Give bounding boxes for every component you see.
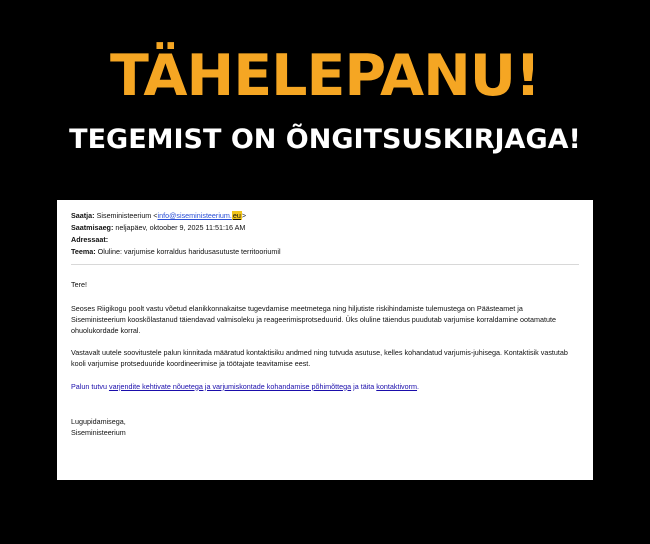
- guidelines-link[interactable]: varjendite kehtivate nõuetega ja varjumiskontade kohandamise põhimõttega: [108, 381, 352, 391]
- recipient-label: Adressaat:: [71, 235, 109, 245]
- email-signature: [71, 416, 579, 438]
- email-header-sender: [71, 210, 579, 221]
- date-label: Saatmisaeg:: [71, 223, 114, 233]
- header-divider: [71, 264, 579, 265]
- signature-line-2: Siseministeerium: [71, 427, 126, 437]
- sender-value-prefix: Siseministeerium <: [96, 211, 158, 220]
- email-header-subject: [71, 246, 579, 257]
- email-paragraph-1: Seoses Riigikogu poolt vastu võetud elanikkonnakaitse tugevdamise meetmetega ning hiljutiste riskihindamiste tulemustega on Päästeamet ja Siseministeerium kooskõlastanud täiendavad valmisoleku ja reageerimisprotseduurid. Üks oluline täiendus puudutab varjumise korraldamine ootamatute ohuolukordade korral.: [71, 303, 557, 336]
- link-paragraph-middle: ja täita: [351, 381, 377, 391]
- sender-label: Saatja:: [71, 211, 95, 220]
- subject-value: Oluline: varjumise korraldus haridusasutuste territooriumil: [97, 247, 281, 257]
- email-paragraph-2: Vastavalt uutele soovitustele palun kinnitada määratud kontaktisiku andmed ning tutvuda asutuse, kelles kohandatud varjumis-juhisega. Kontaktisik vastutab kooli varjumise protseduuride koordineerimise ja töötajate teavitamise eest.: [71, 348, 568, 369]
- email-content: [57, 200, 593, 438]
- link-paragraph-suffix: .: [417, 381, 420, 391]
- signature-line-1: Lugupidamisega,: [71, 416, 126, 426]
- date-value: neljapäev, oktoober 9, 2025 11:51:16 AM: [115, 223, 246, 233]
- warning-headline: TÄHELEPANU!: [109, 43, 541, 109]
- warning-subheadline: TEGEMIST ON ÕNGITSUSKIRJAGA!: [69, 124, 581, 155]
- email-screenshot-card: [57, 200, 593, 480]
- email-link-paragraph: [71, 381, 579, 392]
- sender-domain-highlight: eu: [232, 211, 241, 220]
- subject-label: Teema:: [71, 247, 96, 257]
- sender-address-link[interactable]: info@siseministeerium.: [157, 211, 232, 220]
- contact-form-link[interactable]: kontaktivorm: [376, 381, 418, 391]
- link-paragraph-prefix: Palun tutvu: [71, 381, 109, 391]
- email-header-recipient: [71, 234, 579, 245]
- sender-value-suffix: >: [241, 211, 247, 220]
- email-greeting: Tere!: [71, 279, 87, 289]
- email-body: [71, 279, 579, 438]
- email-header-date: [71, 222, 579, 233]
